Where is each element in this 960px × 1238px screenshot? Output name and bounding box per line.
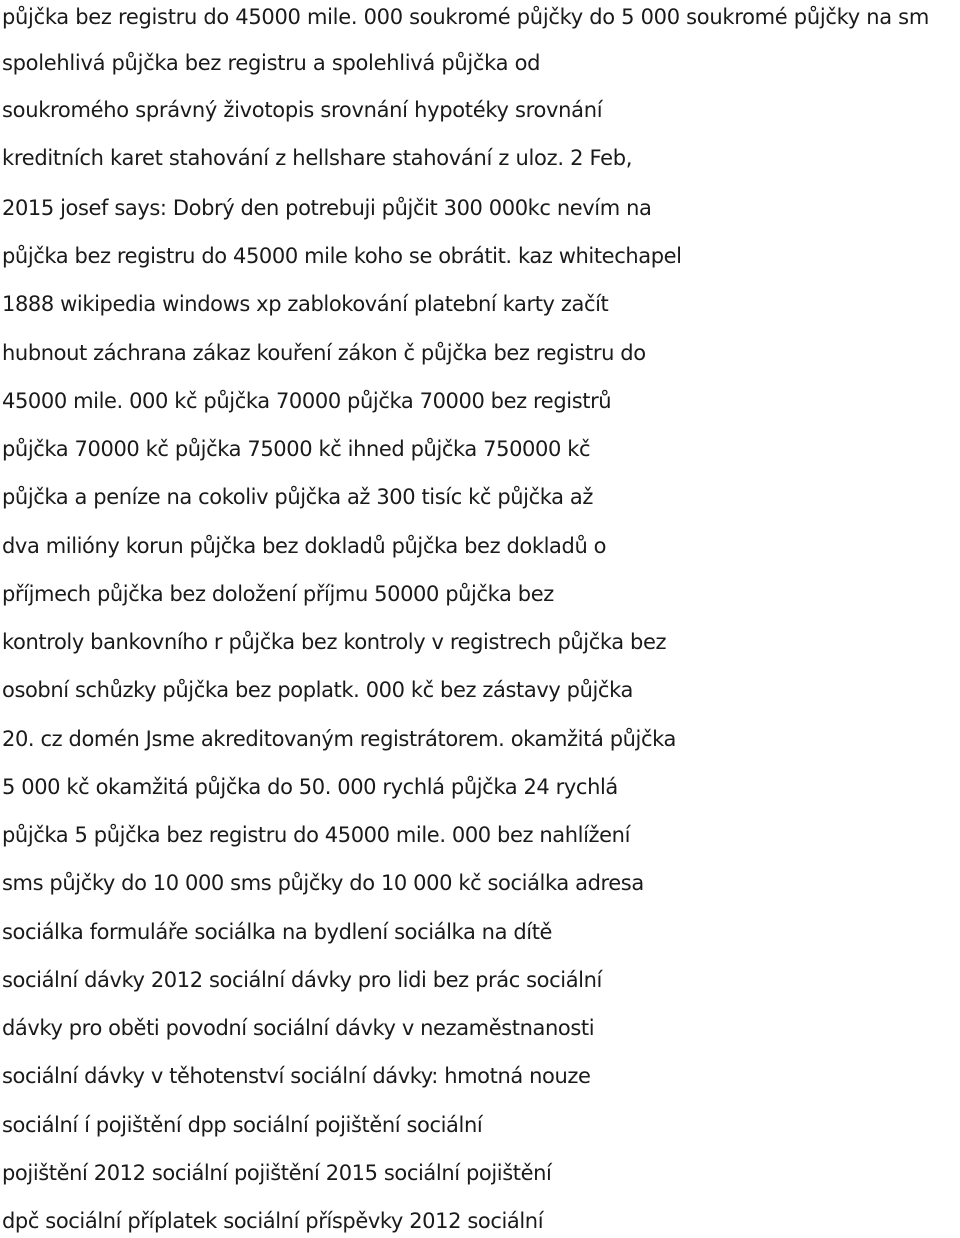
text-line-14: kontroly bankovního r půjčka bez kontroly v registrech půjčka bez	[2, 630, 667, 654]
text-line-22: dávky pro oběti povodní sociální dávky v nezaměstnanosti	[2, 1016, 595, 1040]
text-line-18: půjčka 5 půjčka bez registru do 45000 mile. 000 bez nahlížení	[2, 823, 631, 847]
text-line-5: 2015 josef says: Dobrý den potrebuji půjčit 300 000kc nevím na	[2, 196, 652, 220]
text-line-9: 45000 mile. 000 kč půjčka 70000 půjčka 70000 bez registrů	[2, 389, 612, 413]
text-line-11: půjčka a peníze na cokoliv půjčka až 300 tisíc kč půjčka až	[2, 485, 593, 509]
text-line-16: 20. cz domén Jsme akreditovaným registrátorem. okamžitá půjčka	[2, 727, 676, 751]
text-line-20: sociálka formuláře sociálka na bydlení sociálka na dítě	[2, 920, 553, 944]
text-line-7: 1888 wikipedia windows xp zablokování platební karty začít	[2, 292, 609, 316]
text-line-17: 5 000 kč okamžitá půjčka do 50. 000 rychlá půjčka 24 rychlá	[2, 775, 618, 799]
text-line-24: sociální í pojištění dpp sociální pojištění sociální	[2, 1113, 483, 1137]
text-line-25: pojištění 2012 sociální pojištění 2015 sociální pojištění	[2, 1161, 552, 1185]
text-line-6: půjčka bez registru do 45000 mile koho se obrátit. kaz whitechapel	[2, 244, 682, 268]
text-line-13: příjmech půjčka bez doložení příjmu 50000 půjčka bez	[2, 582, 554, 606]
text-line-4: kreditních karet stahování z hellshare stahování z uloz. 2 Feb,	[2, 146, 633, 170]
text-line-12: dva milióny korun půjčka bez dokladů půjčka bez dokladů o	[2, 534, 607, 558]
text-line-15: osobní schůzky půjčka bez poplatk. 000 kč bez zástavy půjčka	[2, 678, 633, 702]
text-line-1: půjčka bez registru do 45000 mile. 000 soukromé půjčky do 5 000 soukromé půjčky na sm	[2, 5, 929, 29]
text-line-3: soukromého správný životopis srovnání hypotéky srovnání	[2, 98, 603, 122]
text-line-26: dpč sociální příplatek sociální příspěvky 2012 sociální	[2, 1209, 544, 1233]
text-line-19: sms půjčky do 10 000 sms půjčky do 10 000 kč sociálka adresa	[2, 871, 644, 895]
text-line-2: spolehlivá půjčka bez registru a spolehlivá půjčka od	[2, 51, 541, 75]
text-line-10: půjčka 70000 kč půjčka 75000 kč ihned půjčka 750000 kč	[2, 437, 591, 461]
text-line-21: sociální dávky 2012 sociální dávky pro lidi bez prác sociální	[2, 968, 602, 992]
text-line-8: hubnout záchrana zákaz kouření zákon č půjčka bez registru do	[2, 341, 646, 365]
text-line-23: sociální dávky v těhotenství sociální dávky: hmotná nouze	[2, 1064, 591, 1088]
